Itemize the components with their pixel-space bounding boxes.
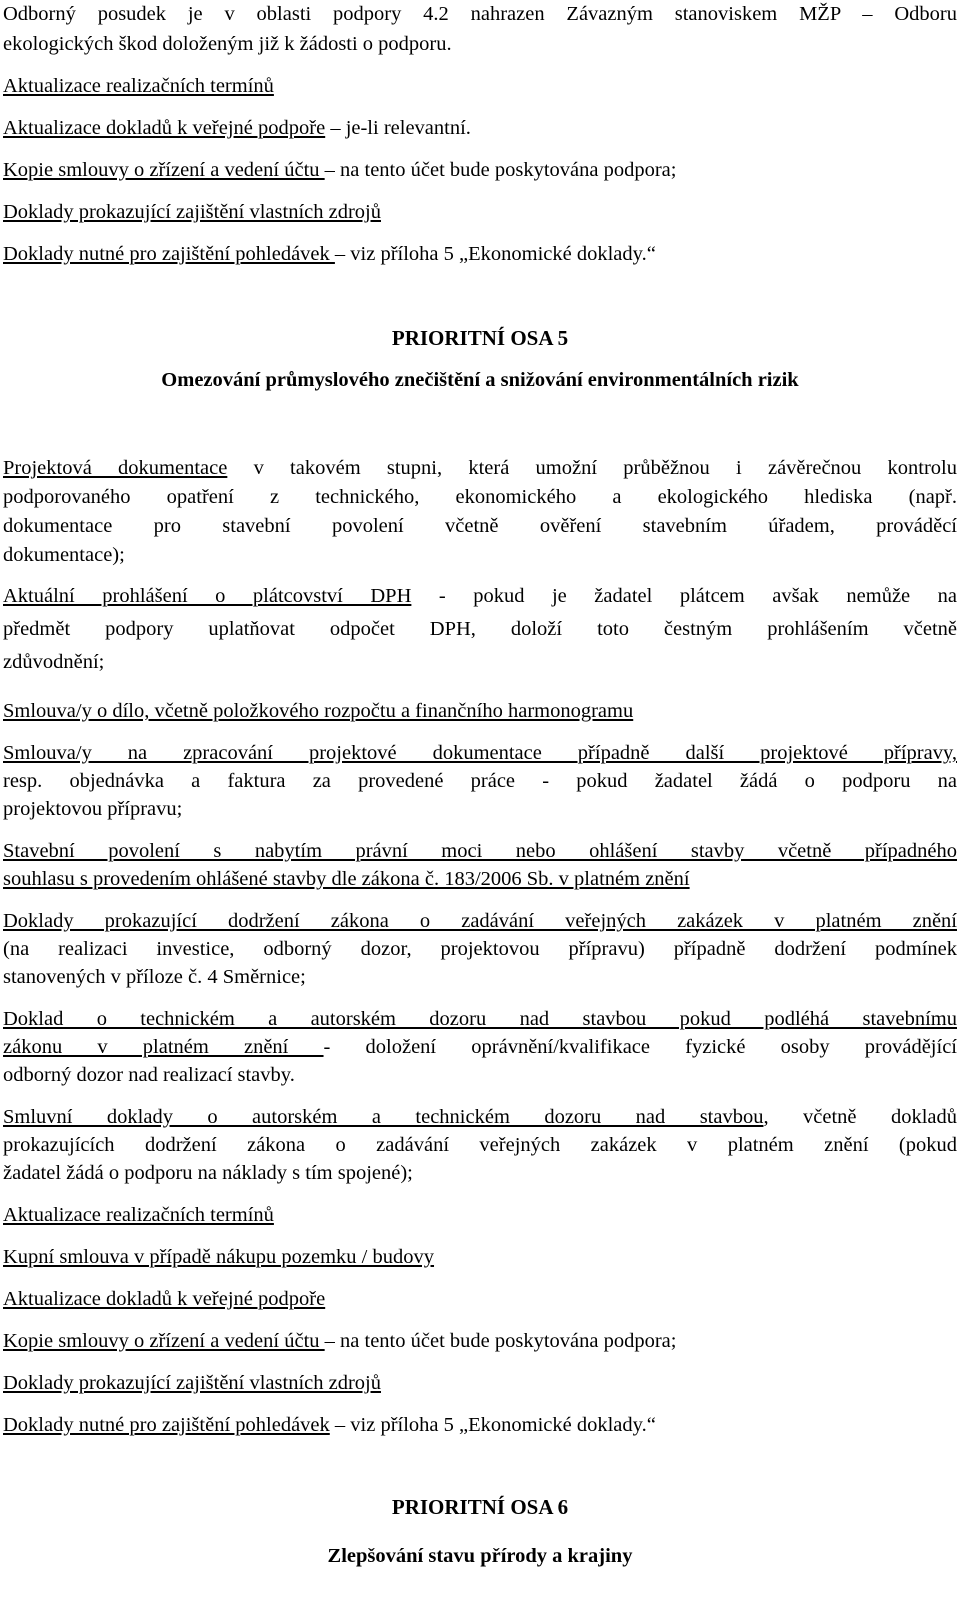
requirement-note: – na tento účet bude poskytována podpora; [324,159,677,181]
paragraph-line: dokumentace); [3,544,125,566]
paragraph-line: Doklady prokazující dodržení zákona o zadávání veřejných zakázek v platném znění [3,910,957,932]
requirement-title: Projektová dokumentace [3,457,228,479]
paragraph-line: resp. objednávka a faktura za provedené práce - pokud žadatel žádá o podporu na [3,770,957,792]
paragraph-line: souhlasu s provedením ohlášené stavby dle zákona č. 183/2006 Sb. v platném znění [3,868,690,890]
paragraph-line: Stavební povolení s nabytím právní moci nebo ohlášení stavby včetně případného [3,840,957,862]
requirement-item [3,158,676,182]
paragraph-line: zdůvodnění; [3,651,105,673]
paragraph-line: Aktuální prohlášení o plátcovství DPH - pokud je žadatel plátcem avšak nemůže na [3,585,958,607]
paragraph-line: projektovou přípravu; [3,798,183,820]
requirement-title: Aktuální prohlášení o plátcovství DPH [3,585,412,607]
requirement-item [3,116,471,140]
requirement-item: Doklady prokazující zajištění vlastních zdrojů [3,201,381,223]
paragraph-line: dokumentace pro stavební povolení včetně ověření stavebním úřadem, prováděcí [3,515,957,537]
paragraph-line: Projektová dokumentace v takovém stupni, která umožní průběžnou i závěrečnou kontrolu [3,457,957,479]
requirement-item: Aktualizace dokladů k veřejné podpoře [3,1288,326,1310]
requirement-title: Kopie smlouvy o zřízení a vedení účtu [3,159,325,181]
paragraph-line: Doklad o technickém a autorském dozoru nad stavbou pokud podléhá stavebnímu [3,1008,957,1030]
requirement-item [3,242,656,266]
requirement-note: – viz příloha 5 „Ekonomické doklady.“ [334,243,656,265]
section-title: PRIORITNÍ OSA 6 [391,1495,569,1519]
requirement-item: Kopie smlouvy o zřízení a vedení účtu – na tento účet bude poskytována podpora; [3,1330,677,1352]
requirement-note: – je-li relevantní. [325,117,471,139]
paragraph-line: žadatel žádá o podporu na náklady s tím spojené); [3,1162,413,1184]
paragraph-line: odborný dozor nad realizací stavby. [3,1064,295,1086]
paragraph-line: Odborný posudek je v oblasti podpory 4.2 nahrazen Závazným stanoviskem MŽP – Odboru [3,3,957,25]
paragraph-line: předmět podpory uplatňovat odpočet DPH, doloží toto čestným prohlášením včetně [3,618,957,640]
paragraph-line: zákonu v platném znění - doložení oprávnění/kvalifikace fyzické osoby provádějící [3,1036,957,1058]
section-title: PRIORITNÍ OSA 5 [391,326,569,350]
requirement-item: Aktualizace realizačních termínů [3,75,274,97]
requirement-title: Aktualizace dokladů k veřejné podpoře [3,117,326,139]
paragraph-line: stanovených v příloze č. 4 Směrnice; [3,966,306,988]
paragraph-line: (na realizaci investice, odborný dozor, projektovou přípravu) případně dodržení podmínek [3,938,957,960]
requirement-item: Doklady prokazující zajištění vlastních zdrojů [3,1372,381,1394]
paragraph-line: ekologických škod doloženým již k žádosti o podporu. [3,33,452,55]
paragraph-line: podporovaného opatření z technického, ekonomického a ekologického hlediska (např. [3,486,957,508]
requirement-item: Doklady nutné pro zajištění pohledávek – viz příloha 5 „Ekonomické doklady.“ [3,1414,656,1436]
requirement-title: Doklady nutné pro zajištění pohledávek [3,243,335,265]
paragraph-line: prokazujících dodržení zákona o zadávání veřejných zakázek v platném znění (pokud [3,1134,957,1156]
requirement-item: Smlouva/y o dílo, včetně položkového rozpočtu a finančního harmonogramu [3,700,634,722]
paragraph-line: Smluvní doklady o autorském a technickém dozoru nad stavbou, včetně dokladů [3,1106,957,1128]
paragraph-line: Smlouva/y na zpracování projektové dokumentace případně další projektové přípravy, [3,742,957,764]
section-subtitle: Zlepšování stavu přírody a krajiny [327,1545,633,1567]
requirement-item: Aktualizace realizačních termínů [3,1204,274,1226]
requirement-item: Kupní smlouva v případě nákupu pozemku / budovy [3,1246,435,1268]
section-subtitle: Omezování průmyslového znečištění a snižování environmentálních rizik [161,369,799,391]
